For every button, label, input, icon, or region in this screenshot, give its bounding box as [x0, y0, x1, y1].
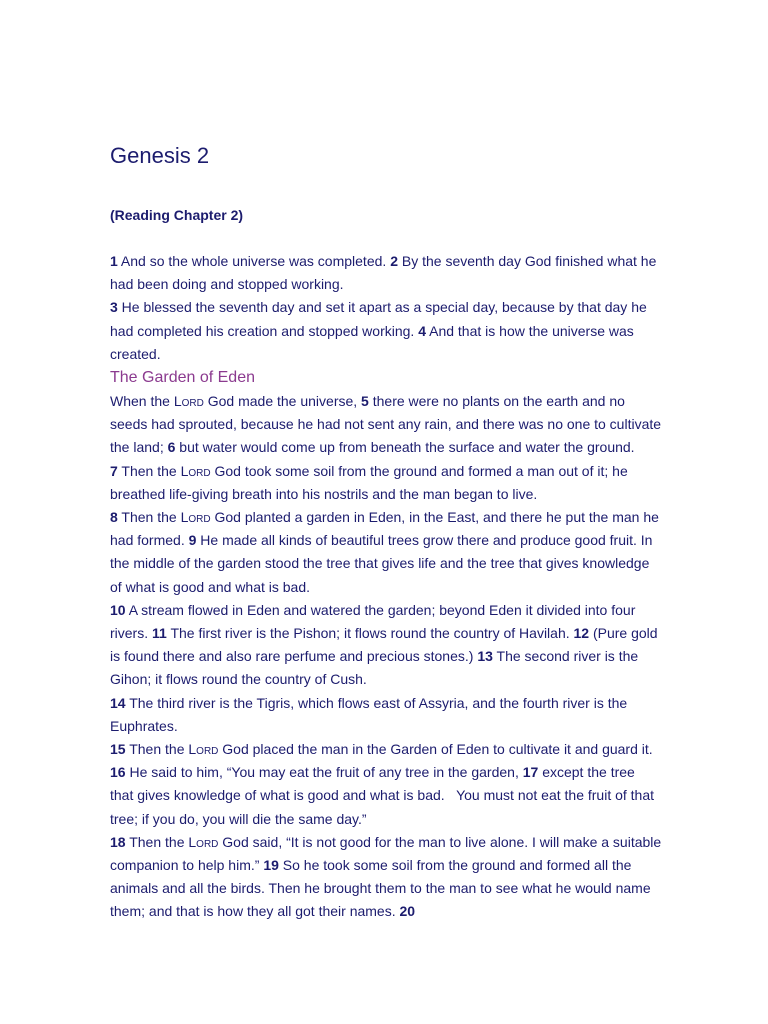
verse-text: When the [110, 393, 174, 410]
verse-text: except the tree that gives knowledge of what is good and what is bad. You must not eat the fruit of that tree; if you do, you will die the same day.” [110, 764, 658, 827]
divine-name: Lord [180, 509, 211, 526]
verse-text: there were no plants on the earth and no seeds had sprouted, because he had not sent any rain, and there was no one to cultivate the land; [110, 393, 662, 456]
verse-number: 9 [188, 532, 197, 549]
verse-text: And that is how the universe was created. [110, 322, 634, 362]
verse-text: but water would come up from beneath the surface and water the ground. [175, 439, 635, 456]
verse-number: 6 [167, 439, 176, 456]
verse-text: God made the universe, [203, 393, 362, 410]
verse-text: So he took some soil from the ground and formed all the animals and all the birds. Then he brought them to the man to see what he would name them; and that is how they all got their names. [110, 857, 651, 920]
reading-heading: (Reading Chapter 2) [110, 207, 244, 223]
paragraph [110, 296, 662, 366]
verse-number: 15 [110, 741, 126, 758]
verse-text: By the seventh day God finished what he had been doing and stopped working. [110, 253, 657, 293]
verse-number: 13 [477, 648, 493, 665]
verse-number: 4 [418, 322, 426, 339]
divine-name: Lord [188, 833, 219, 850]
verse-text: Then the [117, 462, 181, 479]
verse-text: He blessed the seventh day and set it apart as a special day, because by that day he had completed his creation and stopped working. [110, 299, 647, 339]
verse-text: And so the whole universe was completed. [117, 253, 391, 269]
verse-number: 5 [361, 393, 369, 410]
verse-number: 19 [263, 857, 279, 874]
verse-number: 17 [522, 764, 539, 781]
verse-number: 11 [152, 625, 167, 642]
paragraph [110, 506, 662, 599]
paragraph [110, 831, 662, 924]
verse-text: Then the [117, 509, 181, 526]
verse-number: 20 [399, 903, 416, 920]
verse-text: Then the [125, 741, 189, 758]
paragraph [110, 250, 662, 296]
divine-name: Lord [188, 741, 219, 758]
verse-number: 14 [110, 694, 126, 711]
chapter-title: Genesis 2 [110, 143, 210, 168]
verse-number: 18 [110, 833, 126, 850]
divine-name: Lord [173, 393, 204, 410]
verse-text: God said, “It is not good for the man to live alone. I will make a suitable companion to help him.” [110, 833, 662, 874]
verse-text: He made all kinds of beautiful trees grow there and produce good fruit. In the middle of the garden stood the tree that gives life and the tree that gives knowledge of what is good and what is bad. [110, 532, 653, 595]
verse-text: He said to him, “You may eat the fruit of any tree in the garden, [125, 764, 523, 781]
verse-number: 10 [110, 601, 126, 618]
verse-text: A stream flowed in Eden and watered the garden; beyond Eden it divided into four rivers. [110, 601, 636, 642]
verse-text: (Pure gold is found there and also rare perfume and precious stones.) [110, 625, 658, 665]
paragraph [110, 692, 662, 738]
verse-text: The first river is the Pishon; it flows round the country of Havilah. [166, 625, 574, 642]
verse-text: Then the [125, 833, 189, 850]
verse-number: 3 [110, 299, 118, 316]
verse-number: 16 [110, 764, 126, 781]
verse-number: 2 [390, 253, 398, 269]
verse-number: 12 [573, 625, 590, 642]
verse-number: 7 [110, 462, 118, 479]
section-heading: The Garden of Eden [110, 369, 255, 387]
verse-number: 1 [110, 253, 118, 269]
paragraph [110, 599, 662, 692]
paragraph [110, 738, 662, 831]
verse-text: God placed the man in the Garden of Eden to cultivate it and guard it. [218, 741, 653, 758]
verse-text: God planted a garden in Eden, in the East, and there he put the man he had formed. [110, 509, 659, 549]
paragraph [110, 390, 662, 460]
verse-number: 8 [110, 509, 118, 526]
divine-name: Lord [180, 462, 211, 479]
verse-text: The second river is the Gihon; it flows round the country of Cush. [110, 648, 639, 688]
verse-text: God took some soil from the ground and formed a man out of it; he breathed life-giving breath into his nostrils and the man began to live. [110, 462, 628, 502]
paragraph [110, 460, 662, 506]
verse-text: The third river is the Tigris, which flows east of Assyria, and the fourth river is the Euphrates. [110, 694, 628, 734]
chapter-body [110, 250, 662, 924]
